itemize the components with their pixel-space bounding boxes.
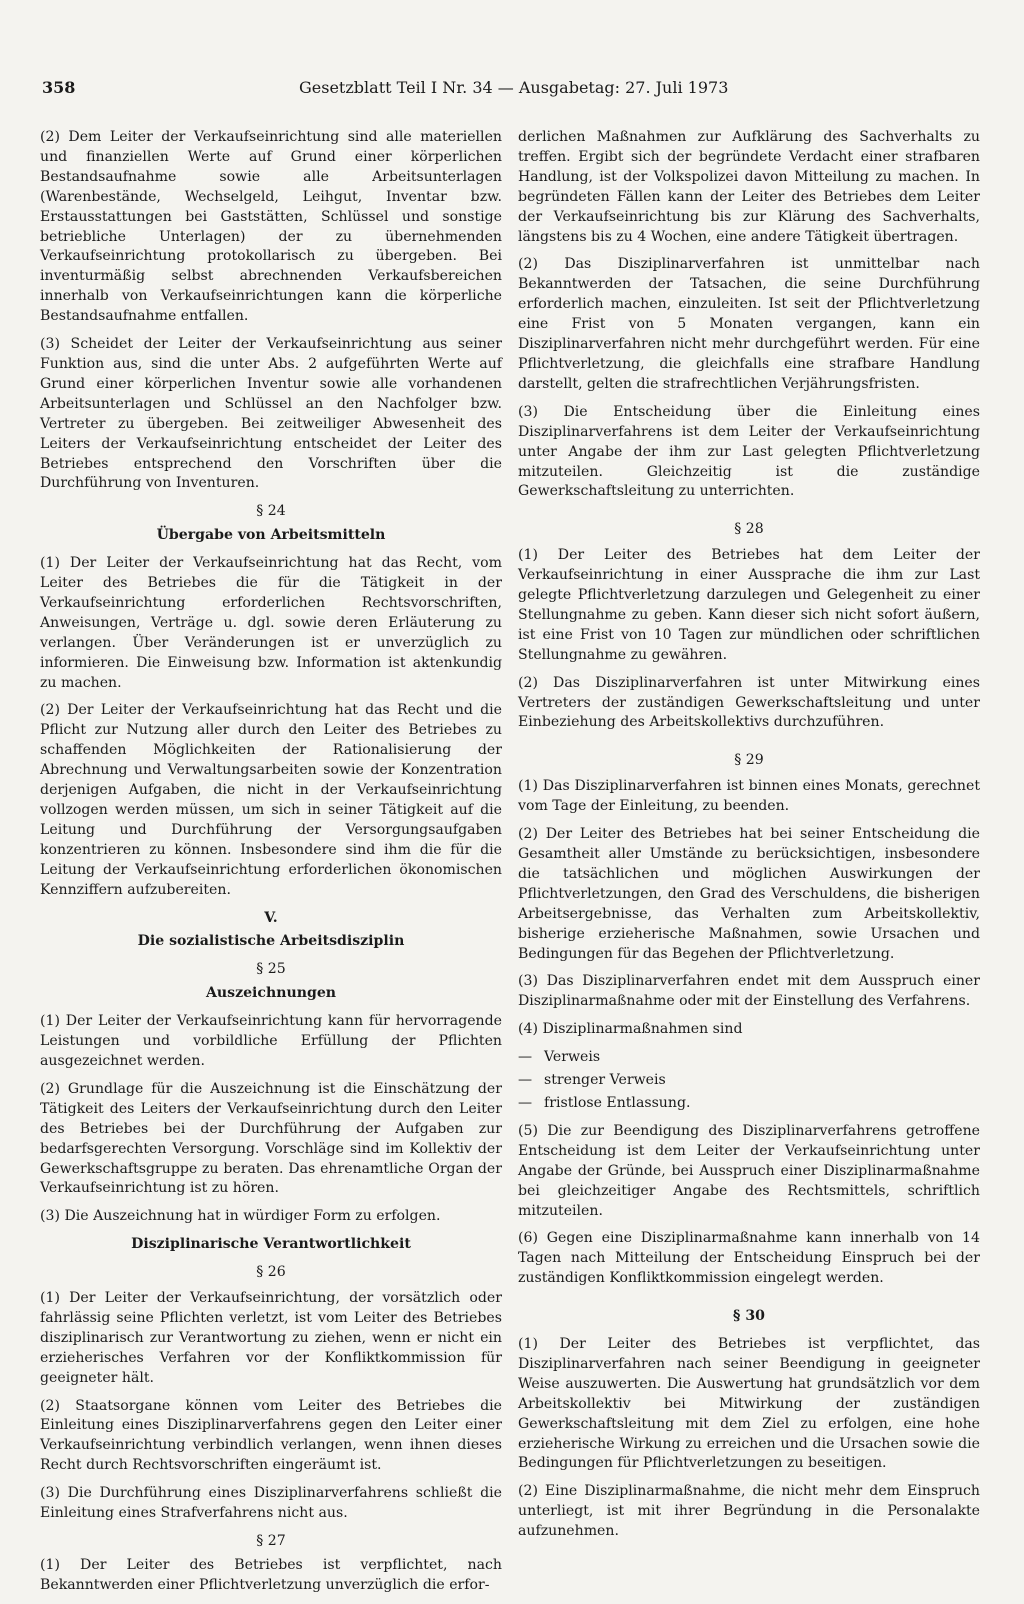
paragraph: (5) Die zur Beendigung des Disziplinarverfahrens getroffene Entscheidung ist dem Leiter der Verkaufseinrichtung unter Angabe der Gründe, bei Ausspruch einer Disziplinarmaßnahme bei gleichzeitiger Angabe des Rechtsmittels, schriftlich mitzuteilen. — [518, 1122, 980, 1219]
gazette-title: Gesetzblatt Teil I Nr. 34 — Ausgabetag: 27. Juli 1973 — [299, 78, 729, 97]
paragraph: (3) Die Auszeichnung hat in würdiger Form zu erfolgen. — [40, 1208, 441, 1225]
chapter-number: V. — [264, 909, 278, 926]
list-item-text: Verweis — [544, 1049, 601, 1066]
paragraph: (1) Der Leiter der Verkaufseinrichtung, der vorsätzlich oder fahrlässig seine Pflichten verletzt, ist vom Leiter des Betriebes disziplinarisch zur Verantwortung zu ziehen, wenn er nicht ein erzieherisches Verfahren vor der Konfliktkommission für geeigneter hält. — [40, 1290, 502, 1386]
paragraph: (3) Die Entscheidung über die Einleitung eines Disziplinarverfahrens ist dem Leiter der Verkaufseinrichtung unter Angabe der ihm zur Last gelegten Pflichtverletzung mitzuteilen. Gleichzeitig ist die zuständige Gewerkschaftsleitung zu unterrichten. — [518, 403, 980, 500]
paragraph: (6) Gegen eine Disziplinarmaßnahme kann innerhalb von 14 Tagen nach Mitteilung der Entscheidung Einspruch bei der zuständigen Konfliktkommission eingelegt werden. — [518, 1230, 980, 1287]
section-number: § 26 — [256, 1264, 286, 1281]
paragraph: (1) Der Leiter des Betriebes hat dem Leiter der Verkaufseinrichtung in einer Aussprache die ihm zur Last gelegte Pflichtverletzung darzulegen und Gelegenheit zu einer Stellungnahme zu geben. Kann dieser sich nicht sofort äußern, ist eine Frist von 10 Tagen zur mündlichen oder schriftlichen Stellungnahme zu gewähren. — [518, 547, 980, 663]
right-column — [518, 128, 980, 1550]
paragraph: (1) Der Leiter des Betriebes ist verpflichtet, das Disziplinarverfahren nach seiner Beendigung in geeigneter Weise auszuwerten. Die Auswertung hat grundsätzlich vor dem Arbeitskollektiv bei Mitwirkung der zuständigen Gewerkschaftsleitung mit dem Ziel zu erfolgen, eine hohe erzieherische Wirkung zu erreichen und die Ursachen sowie die Bedingungen für Pflichtverletzungen zu beseitigen. — [518, 1336, 980, 1472]
left-column — [40, 128, 502, 1604]
section-number: § 29 — [734, 752, 764, 769]
paragraph: (2) Eine Disziplinarmaßnahme, die nicht mehr dem Einspruch unterliegt, ist mit ihrer Begründung in die Personalakte aufzunehmen. — [518, 1483, 980, 1540]
section-number: § 25 — [256, 961, 286, 978]
page-header — [42, 78, 742, 102]
list-dash: — — [518, 1049, 533, 1066]
paragraph: (2) Dem Leiter der Verkaufseinrichtung sind alle materiellen und finanziellen Werte auf Grund einer körperlichen Bestandsaufnahme sowie alle Arbeitsunterlagen (Warenbestände, Wechselgeld, Leihgut, Inventar bzw. Erstausstattungen bei Gaststätten, Schlüssel und sonstige betriebliche Unterlagen) der zu übernehmenden Verkaufseinrichtung protokollarisch zu übergeben. Bei inventurmäßig selbst abrechnenden Verkaufsbereichen innerhalb von Verkaufseinrichtungen kann die körperliche Bestandsaufnahme entfallen. — [40, 129, 502, 325]
paragraph: (1) Der Leiter der Verkaufseinrichtung hat das Recht, vom Leiter des Betriebes die für die Tätigkeit in der Verkaufseinrichtung erforderlichen Rechtsvorschriften, Anweisungen, Verträge u. dgl. sowie deren Erläuterung zu verlangen. Über Veränderungen ist er unverzüglich zu informieren. Die Einweisung bzw. Information ist aktenkundig zu machen. — [40, 555, 502, 691]
paragraph: (2) Staatsorgane können vom Leiter des Betriebes die Einleitung eines Disziplinarverfahrens gegen den Leiter einer Verkaufseinrichtung verbindlich verlangen, wenn ihnen dieses Recht durch Rechtsvorschriften eingeräumt ist. — [40, 1397, 502, 1474]
paragraph: (3) Die Durchführung eines Disziplinarverfahrens schließt die Einleitung eines Strafverfahrens nicht aus. — [40, 1485, 502, 1522]
subheading: Disziplinarische Verantwortlichkeit — [131, 1236, 411, 1253]
list-item — [518, 1048, 980, 1068]
section-heading: Auszeichnungen — [205, 985, 337, 1002]
list-item-text: fristlose Entlassung. — [544, 1094, 691, 1111]
paragraph: (1) Der Leiter der Verkaufseinrichtung kann für hervorragende Leistungen und vorbildliche Erfüllung der Pflichten ausgezeichnet werden. — [40, 1013, 502, 1069]
section-number: § 30 — [733, 1308, 765, 1325]
paragraph: (1) Das Disziplinarverfahren ist binnen eines Monats, gerechnet vom Tage der Einleitung, zu beenden. — [518, 778, 980, 815]
paragraph: (2) Das Disziplinarverfahren ist unter Mitwirkung eines Vertreters der zuständigen Gewerkschaftsleitung und unter Einbeziehung des Arbeitskollektivs durchzuführen. — [518, 674, 980, 731]
list-item — [518, 1094, 980, 1114]
paragraph: (3) Das Disziplinarverfahren endet mit dem Ausspruch einer Disziplinarmaßnahme oder mit der Einstellung des Verfahrens. — [518, 973, 980, 1010]
paragraph: (2) Grundlage für die Auszeichnung ist die Einschätzung der Tätigkeit des Leiters der Verkaufseinrichtung durch den Leiter des Betriebes bei der Durchführung der Aufgaben zur bedarfsgerechten Versorgung. Vorschläge sind im Kollektiv der Gewerkschaftsgruppe zu beraten. Das ehrenamtliche Organ der Verkaufseinrichtung ist zu hören. — [40, 1080, 502, 1197]
section-number: § 27 — [256, 1533, 286, 1549]
paragraph: (2) Der Leiter der Verkaufseinrichtung hat das Recht und die Pflicht zur Nutzung aller durch den Leiter des Betriebes zu schaffenden Möglichkeiten der Rationalisierung der Abrechnung und Verwaltungsarbeiten sowie der Konzentration derjenigen Aufgaben, die nicht in der Verkaufseinrichtung vollzogen werden müssen, um sich in seiner Tätigkeit auf die Leitung und Durchführung der Versorgungsaufgaben konzentrieren zu können. Insbesondere sind ihm die für die Leitung der Verkaufseinrichtung erforderlichen ökonomischen Kennziffern aufzubereiten. — [40, 702, 502, 898]
paragraph: (1) Der Leiter des Betriebes ist verpflichtet, nach Bekanntwerden einer Pflichtverletzung unverzüglich die erfor- — [40, 1556, 502, 1593]
paragraph: (2) Der Leiter des Betriebes hat bei seiner Entscheidung die Gesamtheit aller Umstände zu berücksichtigen, insbesondere die tatsächlichen und möglichen Auswirkungen der Pflichtverletzungen, den Grad des Verschuldens, die bisherigen Arbeitsergebnisse, das Verhalten zum Arbeitskollektiv, bisherige erzieherische Maßnahmen, sowie Ursachen und Bedingungen für das Begehen der Pflichtverletzung. — [518, 826, 980, 962]
paragraph: (2) Das Disziplinarverfahren ist unmittelbar nach Bekanntwerden der Tatsachen, die seine Durchführung erforderlich machen, einzuleiten. Ist seit der Pflichtverletzung eine Frist von 5 Monaten vergangen, kann ein Disziplinarverfahren nicht mehr durchgeführt werden. Für eine Pflichtverletzung, die gleichfalls eine strafbare Handlung darstellt, gelten die strafrechtlichen Verjährungsfristen. — [518, 256, 980, 392]
list-dash: — — [518, 1094, 533, 1111]
list-item-text: strenger Verweis — [544, 1072, 666, 1089]
list-item — [518, 1071, 980, 1091]
paragraph: (3) Scheidet der Leiter der Verkaufseinrichtung aus seiner Funktion aus, sind die unter Abs. 2 aufgeführten Werte auf Grund einer körperlichen Inventur sowie alle vorhandenen Arbeitsunterlagen und Schlüssel an den Nachfolger bzw. Vertreter zu übergeben. Bei zeitweiliger Abwesenheit des Leiters der Verkaufseinrichtung entscheidet der Leiter des Betriebes entsprechend den Vorschriften über die Durchführung von Inventuren. — [40, 336, 502, 492]
section-number: § 24 — [256, 503, 286, 520]
section-number: § 28 — [734, 521, 764, 538]
chapter-heading: Die sozialistische Arbeitsdisziplin — [137, 933, 405, 950]
section-heading: Übergabe von Arbeitsmitteln — [156, 527, 386, 544]
page-number: 358 — [42, 78, 76, 97]
list-dash: — — [518, 1072, 533, 1089]
paragraph: (4) Disziplinarmaßnahmen sind — [518, 1021, 743, 1038]
paragraph: derlichen Maßnahmen zur Aufklärung des Sachverhalts zu treffen. Ergibt sich der begründete Verdacht einer strafbaren Handlung, ist der Volkspolizei davon Mitteilung zu machen. In begründeten Fällen kann der Leiter des Betriebes dem Leiter der Verkaufseinrichtung bis zur Klärung des Sachverhalts, längstens bis zu 4 Wochen, eine andere Tätigkeit übertragen. — [518, 129, 980, 245]
